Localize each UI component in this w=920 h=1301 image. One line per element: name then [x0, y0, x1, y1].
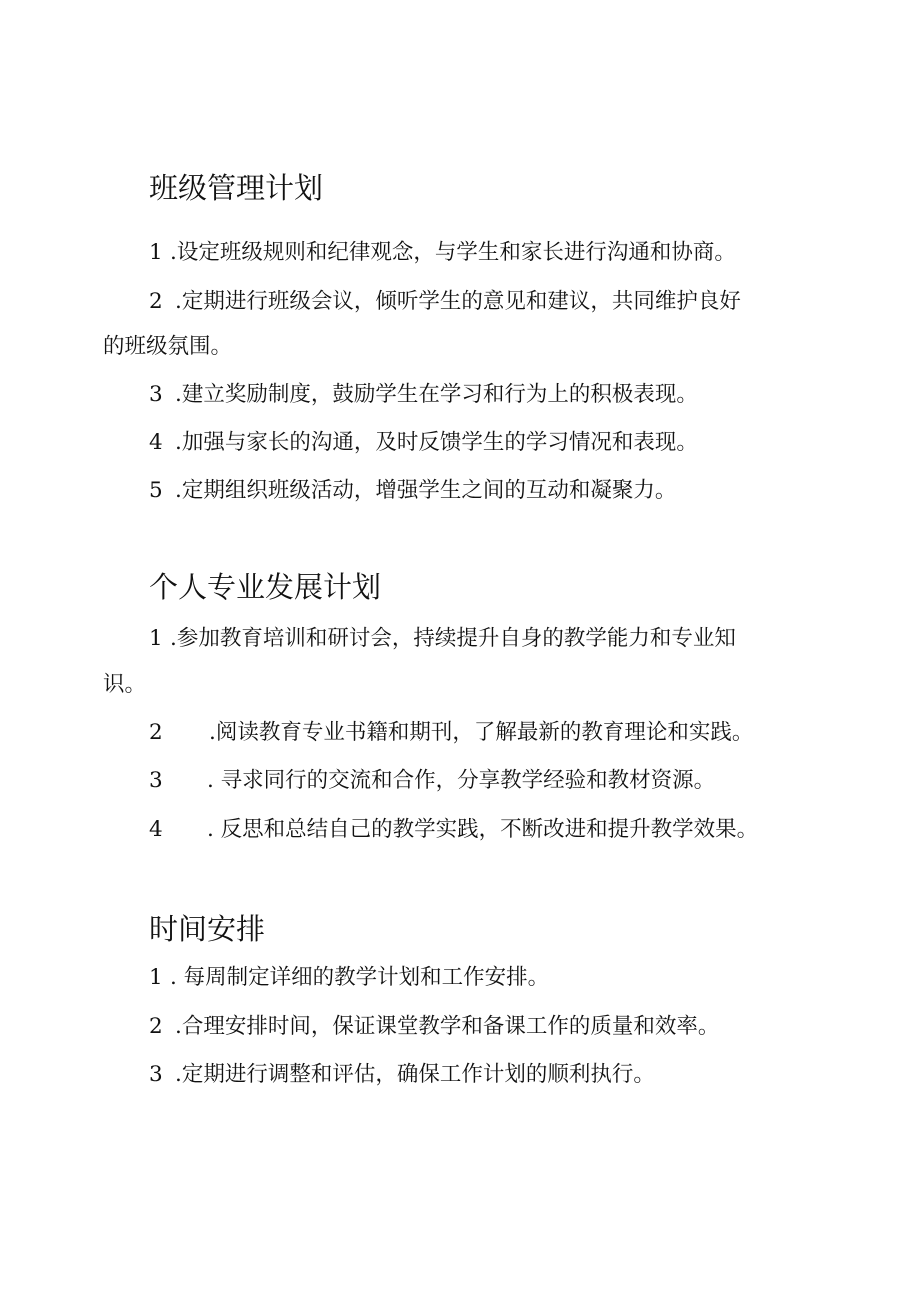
list-item-number: 1 — [149, 965, 163, 990]
list-item-text: . 每周制定详细的教学计划和工作安排。 — [170, 965, 550, 990]
list-item-text: .设定班级规则和纪律观念，与学生和家长进行沟通和协商。 — [170, 240, 736, 265]
list-item — [149, 963, 549, 993]
list-item-text: .定期组织班级活动，增强学生之间的互动和凝聚力。 — [175, 478, 677, 503]
list-item — [149, 238, 736, 268]
list-item — [149, 287, 741, 317]
list-item-number: 1 — [149, 240, 163, 265]
list-item-text: .定期进行调整和评估，确保工作计划的顺利执行。 — [175, 1062, 655, 1087]
list-item-text: . 寻求同行的交流和合作，分享教学经验和教材资源。 — [207, 768, 716, 793]
list-item-number: 2 — [149, 289, 163, 314]
list-item-text: .建立奖励制度，鼓励学生在学习和行为上的积极表现。 — [175, 382, 698, 407]
list-item — [149, 766, 715, 796]
list-item — [149, 718, 753, 748]
list-item-number: 3 — [149, 382, 163, 407]
list-item-continuation: 识。 — [103, 672, 147, 697]
list-item-text: .加强与家长的沟通，及时反馈学生的学习情况和表现。 — [175, 430, 698, 455]
list-item — [149, 815, 758, 845]
list-item-text: . 反思和总结自己的教学实践，不断改进和提升教学效果。 — [207, 817, 759, 842]
list-item-number: 5 — [149, 478, 163, 503]
list-item — [149, 428, 698, 458]
list-item-number: 3 — [149, 1062, 163, 1087]
list-item-number: 2 — [149, 1014, 163, 1039]
list-item-number: 4 — [149, 430, 163, 455]
list-item-continuation: 的班级氛围。 — [103, 334, 233, 359]
list-item-text: .参加教育培训和研讨会，持续提升自身的教学能力和专业知 — [170, 626, 736, 651]
section-heading-professional-development: 个人专业发展计划 — [149, 570, 382, 604]
list-item — [149, 380, 698, 410]
list-item-text: .定期进行班级会议，倾听学生的意见和建议，共同维护良好 — [175, 289, 741, 314]
list-item — [149, 476, 676, 506]
list-item — [149, 624, 736, 654]
list-item-text: .阅读教育专业书籍和期刊，了解最新的教育理论和实践。 — [209, 720, 754, 745]
section-heading-class-management: 班级管理计划 — [149, 171, 324, 205]
list-item-number: 4 — [149, 817, 163, 842]
list-item-number: 3 — [149, 768, 163, 793]
list-item — [149, 1060, 655, 1090]
list-item — [149, 1012, 719, 1042]
section-heading-time-schedule: 时间安排 — [149, 912, 266, 946]
list-item-text: .合理安排时间，保证课堂教学和备课工作的质量和效率。 — [175, 1014, 720, 1039]
list-item-number: 2 — [149, 720, 163, 745]
list-item-number: 1 — [149, 626, 163, 651]
